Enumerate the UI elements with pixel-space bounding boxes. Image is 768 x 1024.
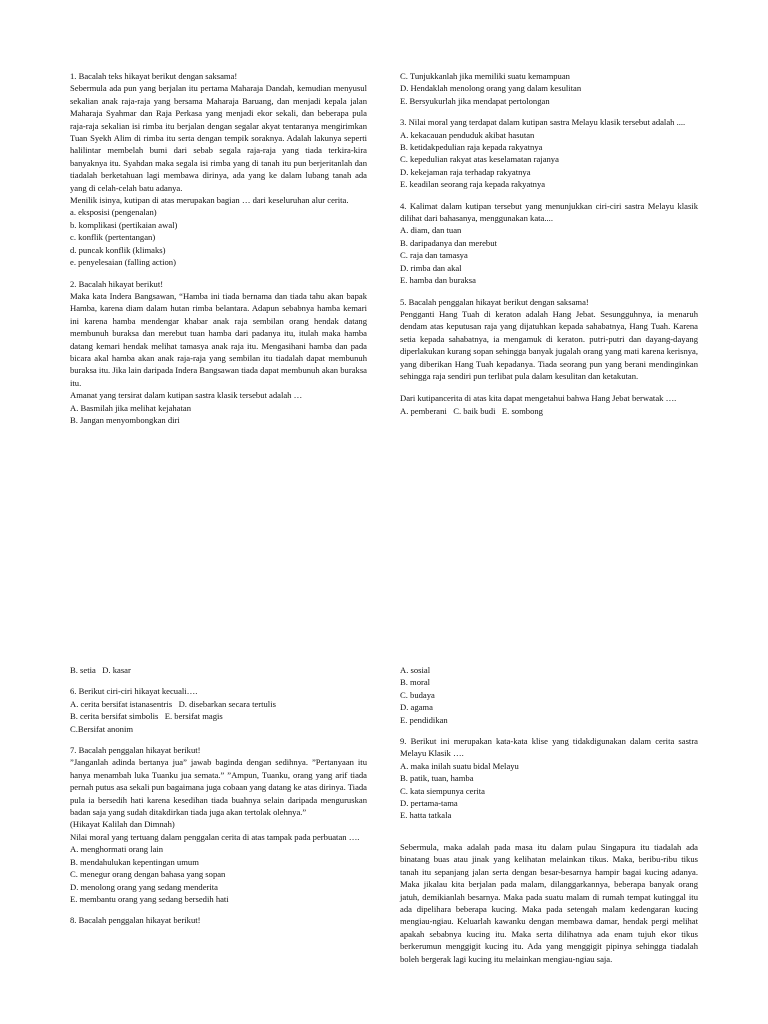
question-7-passage: ”Janganlah adinda bertanya jua” jawab baginda dengan sedihnya. ”Pertanyaan itu hanya menambah luka Tuanku jua semata.” ”Ampun, Tuanku, orang yang arif tiada pernah putus asa sekali pun bagaimana juga cobaan yang datang ke atas dirinya. Tiada pula ia bersedih hati karena kesedihan tiada buahnya selain daripada menguruskan badan saja yang sudah ditakdirkan tiada juga akan tertolak olehnya.” <box>70 757 367 818</box>
option-d: d. puncak konflik (klimaks) <box>70 244 166 255</box>
question-8 <box>70 914 367 926</box>
reading-passage: Sebermula, maka adalah pada masa itu dalam pulau Singapura itu tiadalah ada binatang buas atau jinak yang kelihatan melainkan tikus. Maka, beribu-ribu tikus tanah itu sepanjang jalan serta dengan besar-besarnya hampir bagai kucing adanya. Maka jikalau kita berjalan pada malam, dilanggarkannya, beberapa banyak orang jatuh, demikianlah besarnya. Maka pada suatu malam di rumah tempat kutinggal itu ada dipelihara beberapa kucing. Maka pada setengah malam kedengaran kucing mengiau-ngiau. Keluarlah kawanku dengan membawa damar, hendak pergi melihat apakah sebabnya kucing itu. Maka serta dilihatnya ada enam tujuh ekor tikus berkerumun menggigit kucing itu. Ada yang menggigit pipinya sehingga tiadalah boleh bergerak lagi kucing itu melainkan mengiau-ngiau saja. <box>400 841 698 964</box>
question-2-title: 2. Bacalah hikayat berikut! <box>70 278 164 289</box>
option-b: b. komplikasi (pertikaian awal) <box>70 219 178 230</box>
question-3-stem: 3. Nilai moral yang terdapat dalam kutipan sastra Melayu klasik tersebut adalah .... <box>400 117 686 128</box>
question-1-passage: Sebermula ada pun yang berjalan itu pertama Maharaja Dandah, kemudian menyusul sekalian anak raja-raja yang bersama Maharaja Baruang, dan menjadi kepala jalan Maharaja Syahmar dan Raja Perkasa yang menjadi ekor sekali, dan beberapa pula raja-raja sekalian isi rimba itu berjalan dengan segalar akyat tentaranya mengirimkan Tuan Syekh Alim di rimba itu serta dengan tempik soraknya. Adalah lakunya seperti halilintar membelah bumi dari sebab segala raja-raja yang tiada terkira-kira banyaknya itu. Syahdan maka segala isi rimba yang di tanah itu pun berjeritanlah dan tiadalah berketahuan lagi membawa dirinya, ada yang ke dalam lubang tanah ada yang di celah-celah batu adanya. <box>70 83 367 193</box>
option-e: E. membantu orang yang sedang bersedih hati <box>70 893 229 904</box>
page2-right-column <box>400 664 698 965</box>
option-c: C. budaya <box>400 689 435 700</box>
question-6 <box>70 685 367 735</box>
question-7 <box>70 744 367 905</box>
option-d: D. pertama-tama <box>400 798 458 809</box>
question-8-title: 8. Bacalah penggalan hikayat berikut! <box>70 915 201 926</box>
page1-right-column <box>400 70 698 426</box>
option-a: A. kekacauan penduduk akibat hasutan <box>400 129 535 140</box>
option-a: A. Basmilah jika melihat kejahatan <box>70 402 191 413</box>
option-d: D. agama <box>400 702 433 713</box>
option-a-d: A. cerita bersifat istanasentris D. disebarkan secara tertulis <box>70 698 276 709</box>
option-d: D. kekejaman raja terhadap rakyatnya <box>400 166 531 177</box>
option-d: D. Hendaklah menolong orang yang dalam kesulitan <box>400 83 582 94</box>
option-b: B. ketidakpedulian raja kepada rakyatnya <box>400 142 543 153</box>
option-a: A. diam, dan tuan <box>400 225 462 236</box>
option-b: B. moral <box>400 677 431 688</box>
option-e: E. hatta tatkala <box>400 810 452 821</box>
question-5-stem: Dari kutipancerita di atas kita dapat mengetahui bahwa Hang Jebat berwatak …. <box>400 393 677 404</box>
question-9 <box>400 735 698 822</box>
question-5 <box>400 296 698 418</box>
option-e: E. Bersyukurlah jika mendapat pertolongan <box>400 95 550 106</box>
question-4 <box>400 200 698 287</box>
question-1-title: 1. Bacalah teks hikayat berikut dengan saksama! <box>70 71 238 81</box>
option-a: a. eksposisi (pengenalan) <box>70 207 157 218</box>
option-a: A. maka inilah suatu bidal Melayu <box>400 760 519 771</box>
question-9-stem: 9. Berikut ini merupakan kata-kata klise yang tidakdigunakan dalam cerita sastra Melayu Klasik …. <box>400 736 698 759</box>
question-5-passage: Pengganti Hang Tuah di keraton adalah Hang Jebat. Sesungguhnya, ia menaruh dendam atas keputusan raja yang dijatuhkan kepada sahabatnya, Hang Tuah. Karena setia kepada sahabatnya, ia mengamuk di keraton. putri-putri dan dayang-dayang diperlakukan kurang sopan sehingga banyak jugalah orang yang mati karena kerisnya, yang diberikan Hang Tuah kepadanya. Tiada seorang pun yang berani mendinginkan sehingga raja sendiri pun terlibat pula dalam kesulitan dan ketakutan. <box>400 308 698 381</box>
question-1 <box>70 70 367 269</box>
question-8-continued <box>400 664 698 726</box>
option-c: C. kepedulian rakyat atas keselamatan rajanya <box>400 154 559 165</box>
question-7-source: (Hikayat Kalilah dan Dimnah) <box>70 819 175 830</box>
question-2-passage: Maka kata Indera Bangsawan, “Hamba ini tiada bernama dan tiada tahu akan bapak Hamba, karena diam dalam hutan rimba belantara. Adapun sebabnya hamba kemari ini karena hamba mendengar khabar anak raja sembilan orang hendak datang membunuh buraksa dan merebut tuan hamba dari padanya itu, itulah maka hamba datang kemari hendak melihat tamasya anak raja itu. Mengasihani hamba dan pada bicara akal hamba akan anak raja-raja yang sembilan itu tiadalah dapat membunuh buraksa itu. Jika lain daripada Indera Bangsawan tiada dapat membunuh akan buraksa itu. <box>70 290 367 388</box>
question-5-options-continued: B. setia D. kasar <box>70 665 131 675</box>
option-c: C. kata siempunya cerita <box>400 785 485 796</box>
option-c: C. raja dan tamasya <box>400 250 468 261</box>
question-4-stem: 4. Kalimat dalam kutipan tersebut yang menunjukkan ciri-ciri sastra Melayu klasik dilihat dari bahasanya, menggunakan kata.... <box>400 200 698 224</box>
question-5-title: 5. Bacalah penggalan hikayat berikut dengan saksama! <box>400 296 589 307</box>
option-e: E. keadilan seorang raja kepada rakyatnya <box>400 179 546 190</box>
question-5-options: A. pemberani C. baik budi E. sombong <box>400 405 543 416</box>
option-c: c. konflik (pertentangan) <box>70 232 156 243</box>
option-d: D. rimba dan akal <box>400 262 462 273</box>
option-c: C. menegur orang dengan bahasa yang sopan <box>70 869 226 880</box>
option-e: e. penyelesaian (falling action) <box>70 257 176 268</box>
option-b: B. daripadanya dan merebut <box>400 237 497 248</box>
question-7-stem: Nilai moral yang tertuang dalam penggalan cerita di atas tampak pada perbuatan …. <box>70 831 360 842</box>
option-a: A. sosial <box>400 665 431 675</box>
option-c: C. Tunjukkanlah jika memiliki suatu kemampuan <box>400 71 570 81</box>
question-2-continued <box>400 70 698 107</box>
option-b-e: B. cerita bersifat simbolis E. bersifat magis <box>70 711 223 722</box>
page2-left-column <box>70 664 367 936</box>
question-1-stem: Menilik isinya, kutipan di atas merupakan bagian … dari keseluruhan alur cerita. <box>70 195 349 206</box>
question-6-stem: 6. Berikut ciri-ciri hikayat kecuali…. <box>70 686 198 697</box>
question-3 <box>400 116 698 190</box>
page1-left-column <box>70 70 367 435</box>
option-e: E. hamba dan buraksa <box>400 275 476 286</box>
question-7-title: 7. Bacalah penggalan hikayat berikut! <box>70 745 201 756</box>
option-e: E. pendidikan <box>400 714 448 725</box>
question-2 <box>70 278 367 427</box>
option-b: B. Jangan menyombongkan diri <box>70 414 180 425</box>
option-b: B. mendahulukan kepentingan umum <box>70 856 199 867</box>
option-b: B. patik, tuan, hamba <box>400 773 474 784</box>
option-d: D. menolong orang yang sedang menderita <box>70 881 218 892</box>
question-2-stem: Amanat yang tersirat dalam kutipan sastra klasik tersebut adalah … <box>70 390 303 401</box>
option-a: A. menghormati orang lain <box>70 844 164 855</box>
question-5-continued <box>70 664 367 676</box>
option-c: C.Bersifat anonim <box>70 723 134 734</box>
